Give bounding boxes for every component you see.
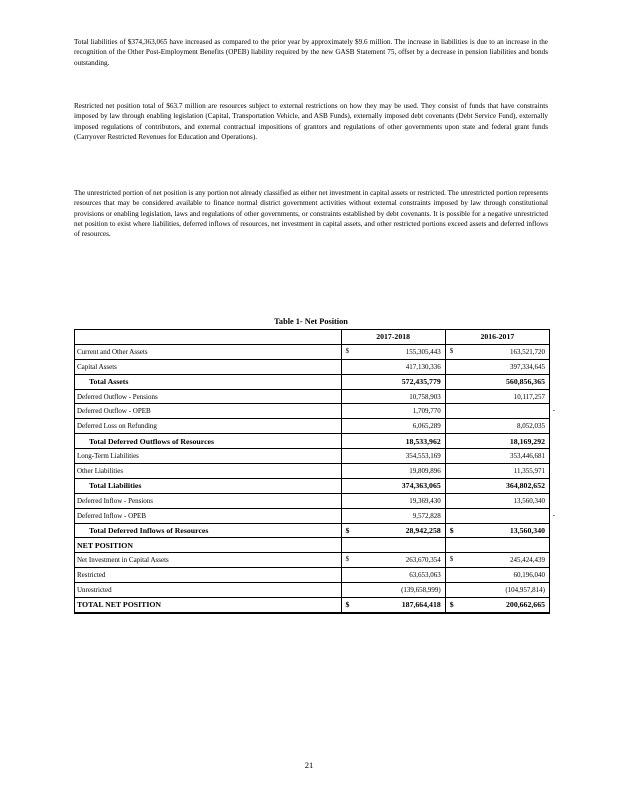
current-year-value-cell [341, 523, 445, 538]
current-year-value-cell [341, 374, 445, 389]
current-year-value-cell [341, 493, 445, 508]
prior-year-value-cell [445, 523, 549, 538]
header-current-year: 2017-2018 [341, 330, 445, 345]
row-label: TOTAL NET POSITION [75, 598, 342, 613]
prior-year-value-cell [445, 434, 549, 449]
current-year-value: 63,653,063 [409, 571, 441, 580]
table-row [75, 344, 550, 359]
row-label: Deferred Outflow - OPEB [75, 404, 342, 419]
dollar-sign: $ [449, 525, 454, 535]
prior-year-value: 13,560,340 [513, 496, 545, 505]
restricted-net-position-paragraph: Restricted net position total of $63.7 million are resources subject to external restrictions on how they may be used. They consist of funds that have constraints imposed by law through enabling legislation (Capital, Transportation Vehicle, and ASB Funds), externally imposed debt covenants (Debt Service Fund), externally imposed regulations of contributors, and external contractual impositions of grantors and regulations of other governments upon state and federal grant funds (Carryover Restricted Revenues for Education and Operations). [74, 102, 548, 141]
table-row [75, 553, 550, 568]
unrestricted-net-position-paragraph: The unrestricted portion of net position is any portion not already classified as either net investment in capital assets or restricted. The unrestricted portion represents resources that may be considered available to finance normal district government activities without external constraints imposed by law through constitutional provisions or enabling legislation, laws and regulations of other governments, or constraints established by debt covenants. It is possible for a negative unrestricted net position to exist where liabilities, deferred inflows of resources, net investment in capital assets, and other restricted portions exceed assets and deferred inflows of resources. [74, 189, 548, 239]
table-row [75, 478, 550, 493]
prior-year-value-cell [445, 568, 549, 583]
prior-year-value: (104,957,814) [505, 586, 545, 595]
current-year-value-cell [341, 359, 445, 374]
table-header-row [75, 330, 550, 345]
prior-year-value: 353,446,681 [510, 452, 545, 461]
row-label: Deferred Loss on Refunding [75, 419, 342, 434]
dollar-sign: $ [449, 346, 454, 355]
dollar-sign: $ [449, 555, 454, 564]
current-year-value: 374,363,065 [401, 481, 441, 491]
table-row [75, 583, 550, 598]
table-row [75, 538, 550, 553]
prior-year-value-cell [445, 389, 549, 404]
prior-year-value: 60,196,040 [513, 571, 545, 580]
dollar-sign: $ [345, 346, 350, 355]
empty-value-dash: - [552, 510, 555, 519]
dollar-sign: $ [345, 525, 350, 535]
table-row [75, 464, 550, 479]
dollar-sign: $ [449, 600, 454, 610]
table-row [75, 374, 550, 389]
current-year-value-cell [341, 464, 445, 479]
row-label: Restricted [75, 568, 342, 583]
row-label: Deferred Inflow - Pensions [75, 493, 342, 508]
table-row [75, 434, 550, 449]
row-label: Long-Term Liabilities [75, 449, 342, 464]
prior-year-value-cell [445, 419, 549, 434]
current-year-value: 572,435,779 [401, 377, 441, 387]
prior-year-value: 560,856,365 [506, 377, 545, 387]
table-row [75, 568, 550, 583]
prior-year-value: 397,334,645 [510, 362, 545, 371]
current-year-value-cell [341, 389, 445, 404]
prior-year-value-cell [445, 449, 549, 464]
current-year-value: 187,664,418 [401, 600, 441, 610]
current-year-value: 354,553,169 [405, 452, 441, 461]
table-row [75, 359, 550, 374]
page-number: 21 [304, 760, 314, 770]
prior-year-value-cell [445, 344, 549, 359]
prior-year-value: 364,802,652 [506, 481, 545, 491]
prior-year-value-cell [445, 598, 549, 613]
current-year-value-cell [341, 404, 445, 419]
prior-year-value: 8,052,035 [517, 422, 545, 431]
current-year-value-cell [341, 508, 445, 523]
current-year-value: 263,670,354 [405, 556, 441, 565]
table-row [75, 523, 550, 538]
prior-year-value-cell [445, 359, 549, 374]
table-row [75, 419, 550, 434]
row-label: Total Liabilities [75, 478, 342, 493]
current-year-value: 417,130,336 [405, 362, 441, 371]
table-row [75, 404, 550, 419]
table-caption: Table 1- Net Position [274, 317, 348, 326]
prior-year-value-cell [445, 374, 549, 389]
current-year-value: 19,369,430 [409, 496, 441, 505]
prior-year-value-cell [445, 464, 549, 479]
table-row [75, 389, 550, 404]
prior-year-value: 163,521,720 [510, 347, 545, 356]
row-label: Other Liabilities [75, 464, 342, 479]
prior-year-value: 11,355,971 [513, 466, 545, 475]
current-year-value-cell [341, 478, 445, 493]
row-label: Current and Other Assets [75, 344, 342, 359]
prior-year-value-cell [445, 583, 549, 598]
table-row [75, 508, 550, 523]
net-position-table [74, 329, 555, 614]
dollar-sign: $ [345, 600, 350, 610]
header-prior-year: 2016-2017 [445, 330, 549, 345]
current-year-value-cell [341, 568, 445, 583]
current-year-value-cell [341, 553, 445, 568]
prior-year-value-cell [445, 508, 555, 523]
prior-year-value: 13,560,340 [509, 526, 545, 536]
current-year-value-cell [341, 538, 445, 553]
current-year-value-cell [341, 598, 445, 613]
row-label: Total Assets [75, 374, 342, 389]
row-label: Net Investment in Capital Assets [75, 553, 342, 568]
prior-year-value: 10,117,257 [513, 392, 545, 401]
current-year-value-cell [341, 344, 445, 359]
prior-year-value: 18,169,292 [509, 436, 545, 446]
row-label: Deferred Inflow - OPEB [75, 508, 342, 523]
prior-year-value: 200,662,665 [506, 600, 545, 610]
current-year-value: 10,758,903 [409, 392, 441, 401]
current-year-value: 1,709,770 [412, 407, 441, 416]
current-year-value: 18,533,962 [405, 436, 441, 446]
prior-year-value: 245,424,439 [510, 556, 545, 565]
row-label: Total Deferred Inflows of Resources [75, 523, 342, 538]
current-year-value-cell [341, 449, 445, 464]
liabilities-paragraph: Total liabilities of $374,363,065 have increased as compared to the prior year by approximately $9.6 million. The increase in liabilities is due to an increase in the recognition of the Other Post-Employment Benefits (OPEB) liability required by the new GASB Statement 75, offset by a decrease in pension liabilities and bonds outstanding. [74, 38, 548, 67]
prior-year-value-cell [445, 478, 549, 493]
table-row [75, 493, 550, 508]
current-year-value: 28,942,258 [405, 526, 441, 536]
header-label-cell [75, 330, 342, 345]
row-label: Unrestricted [75, 583, 342, 598]
prior-year-value-cell [445, 404, 555, 419]
current-year-value: 155,305,443 [405, 347, 441, 356]
row-label: Deferred Outflow - Pensions [75, 389, 342, 404]
current-year-value: 19,809,896 [409, 466, 441, 475]
prior-year-value-cell [445, 538, 549, 553]
prior-year-value-cell [445, 553, 549, 568]
current-year-value: 6,065,289 [412, 422, 441, 431]
table-row [75, 598, 550, 613]
row-label: Total Deferred Outflows of Resources [75, 434, 342, 449]
empty-value-dash: - [552, 406, 555, 415]
current-year-value: 9,572,828 [412, 511, 441, 520]
row-label: Capital Assets [75, 359, 342, 374]
prior-year-value-cell [445, 493, 549, 508]
table-row [75, 449, 550, 464]
current-year-value-cell [341, 434, 445, 449]
dollar-sign: $ [345, 555, 350, 564]
row-label: NET POSITION [75, 538, 342, 553]
current-year-value-cell [341, 419, 445, 434]
current-year-value-cell [341, 583, 445, 598]
current-year-value: (139,658,999) [401, 586, 441, 595]
